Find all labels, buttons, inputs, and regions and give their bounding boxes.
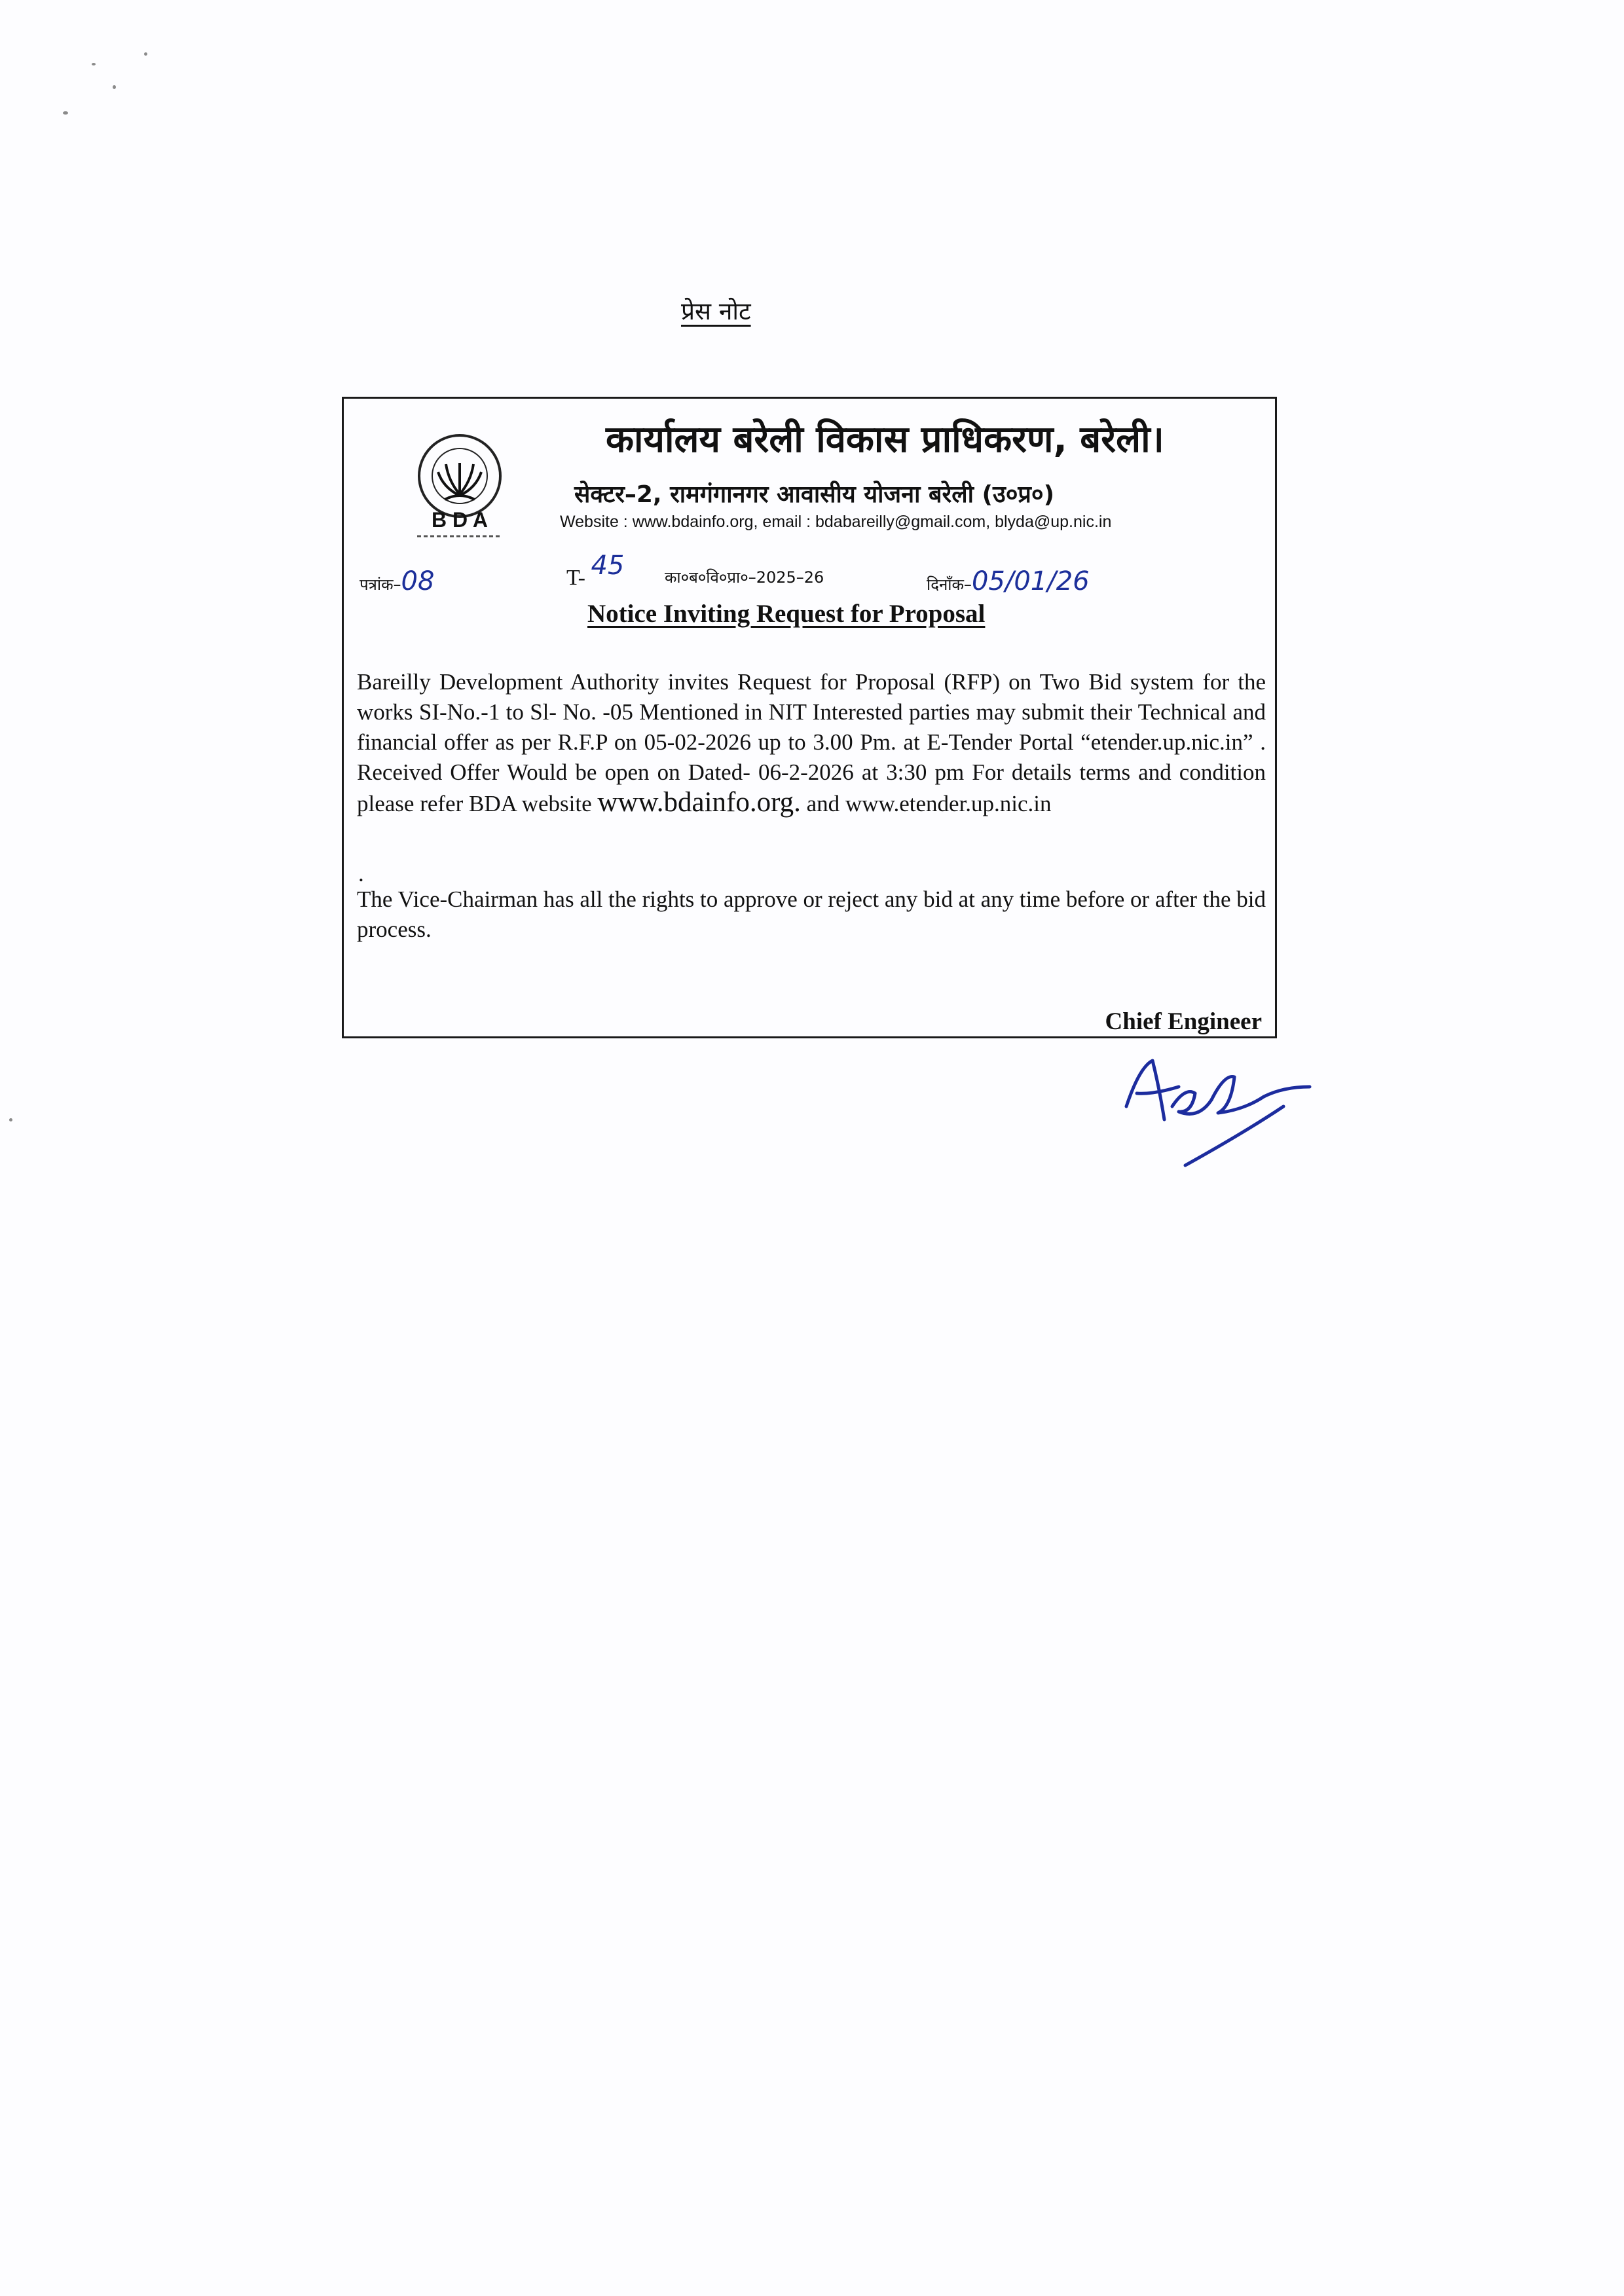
patrak-label: पत्रांक– (360, 575, 401, 594)
date-value: 05/01/26 (971, 566, 1090, 596)
notice-body (357, 667, 1266, 819)
date-label: दिनाँक– (927, 575, 972, 594)
separator-dot: . (358, 861, 364, 886)
scan-speck (92, 63, 96, 65)
office-title: कार्यालय बरेली विकास प्राधिकरण, बरेली। (606, 418, 1164, 461)
signer-title: Chief Engineer (1105, 1008, 1262, 1035)
date-ref (927, 566, 1090, 596)
etender-website-link: www.etender.up.nic.in (845, 791, 1052, 816)
notice-box (342, 397, 1277, 1038)
bda-website-link: www.bdainfo.org. (597, 787, 801, 818)
notice-body-and: and (806, 791, 840, 816)
scan-speck (63, 111, 68, 115)
notice-heading: Notice Inviting Request for Proposal (587, 600, 986, 628)
office-address: सेक्टर–2, रामगंगानगर आवासीय योजना बरेली (उ०प्र०) (574, 481, 1055, 508)
office-contact: Website : www.bdainfo.org, email : bdabareilly@gmail.com, blyda@up.nic.in (560, 513, 1112, 531)
tender-label: T- (566, 566, 585, 590)
tender-ref (566, 551, 625, 591)
bda-logo (397, 431, 522, 543)
scan-speck (144, 52, 147, 56)
handwritten-signature (1113, 1048, 1323, 1178)
logo-text: B D A (432, 508, 488, 532)
rights-paragraph: The Vice-Chairman has all the rights to approve or reject any bid at any time before or after the bid process. (357, 886, 1266, 942)
press-note-heading: प्रेस नोट (681, 297, 751, 325)
office-code: का०ब०वि०प्रा०–2025–26 (665, 568, 824, 587)
tender-value: 45 (591, 551, 625, 581)
patrak-value: 08 (401, 566, 435, 596)
scan-speck (113, 85, 116, 89)
patrak-ref (360, 566, 434, 596)
scan-speck (9, 1118, 12, 1121)
notice-body-main: Bareilly Development Authority invites Request for Proposal (RFP) on Two Bid system for the works SI-No.-1 to Sl- No. -05 Mentioned in NIT Interested parties may submit their Technical and financial offer as per R.F.P on 05-02-2026 up to 3.00 Pm. at E-Tender Portal “etender.up.nic.in” . Received Offer Would be open on Dated- 06-2-2026 at 3:30 pm For details terms and condition please refer BDA website (357, 669, 1266, 816)
